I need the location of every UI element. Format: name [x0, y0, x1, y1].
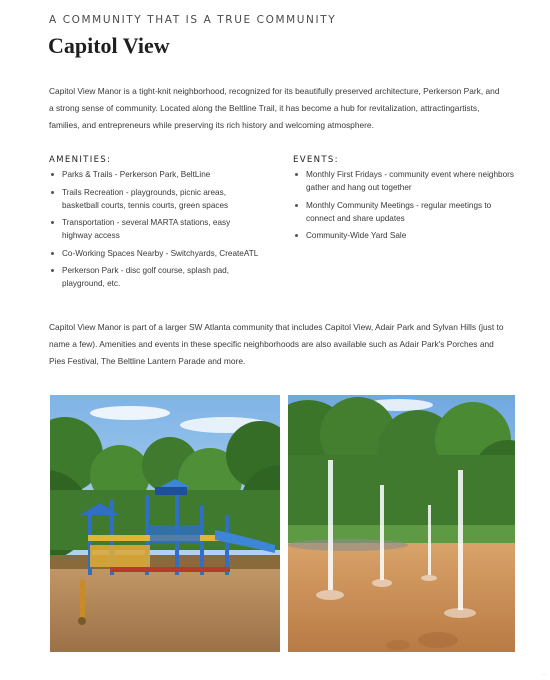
list-item: Transportation - several MARTA stations, easy highway access — [49, 216, 261, 242]
list-item: Perkerson Park - disc golf course, splash pad, playground, etc. — [49, 264, 261, 290]
page-title: Capitol View — [48, 33, 170, 58]
list-item: Parks & Trails - Perkerson Park, BeltLine — [49, 168, 261, 181]
eyebrow-tagline: A COMMUNITY THAT IS A TRUE COMMUNITY — [49, 14, 337, 26]
outro-paragraph: Capitol View Manor is part of a larger SW Atlanta community that includes Capitol View, Adair Park and Sylvan Hills (just to name a few). Amenities and events in these specific neighborhoods are also available such as Adair Park's Porches and Pies Festival, The Beltline Lantern Parade and more. — [49, 322, 504, 366]
playground-photo — [50, 395, 280, 652]
corner-mark: ·· — [542, 672, 546, 678]
list-item: Community-Wide Yard Sale — [293, 229, 518, 242]
list-item: Monthly Community Meetings - regular meetings to connect and share updates — [293, 199, 518, 225]
amenities-heading: AMENITIES: — [49, 155, 112, 165]
list-item: Trails Recreation - playgrounds, picnic areas, basketball courts, tennis courts, green spaces — [49, 186, 261, 212]
events-heading: EVENTS: — [293, 155, 339, 165]
list-item: Monthly First Fridays - community event where neighbors gather and hang out together — [293, 168, 518, 194]
list-item: Co-Working Spaces Nearby - Switchyards, CreateATL — [49, 247, 261, 260]
intro-paragraph: Capitol View Manor is a tight-knit neighborhood, recognized for its beautifully preserved architecture, Perkerson Park, and a strong sense of community. Located along the Beltline Trail, it has become a hub for revitalization, attractingartists, families, and entrepreneurs while preserving its rich history and welcoming atmosphere. — [49, 86, 500, 130]
amenities-list — [49, 168, 261, 295]
events-list — [293, 168, 518, 247]
splash-pad-fountain-photo — [288, 395, 515, 652]
